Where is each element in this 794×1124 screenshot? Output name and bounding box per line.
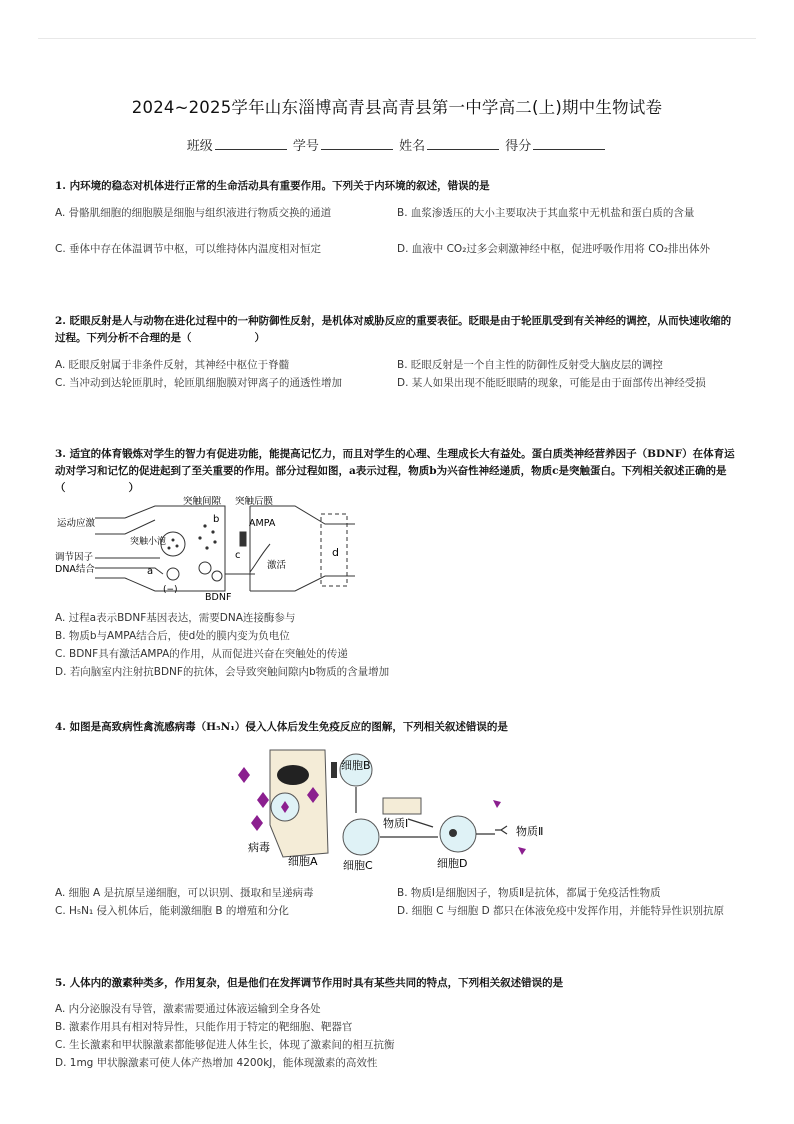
fig4-label-cell-d: 细胞D: [437, 857, 468, 870]
q5-option-c[interactable]: C. 生长激素和甲状腺激素都能够促进人体生长，体现了激素间的相互抗衡: [55, 1039, 395, 1051]
score-blank[interactable]: [533, 137, 605, 150]
q3-synapse-figure: [55, 496, 355, 606]
q4-option-d[interactable]: D. 细胞 C 与细胞 D 都只在体液免疫中发挥作用，并能特异性识别抗原: [397, 905, 725, 917]
fig3-label-c: c: [235, 550, 241, 561]
q3-option-a[interactable]: A. 过程a表示BDNF基因表达，需要DNA连接酶参与: [55, 612, 296, 624]
fig3-label-a: a: [147, 566, 154, 577]
q3-option-c[interactable]: C. BDNF具有激活AMPA的作用，从而促进兴奋在突触处的传递: [55, 648, 348, 660]
student-info-line: [0, 135, 794, 154]
fig4-label-virus: 病毒: [248, 841, 270, 854]
q4-immune-figure: [233, 745, 573, 873]
fig3-label-dna: DNA结合: [55, 564, 95, 575]
fig3-label-cleft: 突触间隙: [183, 496, 222, 507]
fig4-label-cell-c: 细胞C: [343, 859, 373, 872]
q1-option-c[interactable]: C. 垂体中存在体温调节中枢，可以维持体内温度相对恒定: [55, 243, 322, 255]
q4-option-a[interactable]: A. 细胞 A 是抗原呈递细胞，可以识别、摄取和呈递病毒: [55, 887, 314, 899]
q5-stem: 5. 人体内的激素种类多，作用复杂，但是他们在发挥调节作用时具有某些共同的特点，下列相关叙述错误的是: [55, 977, 564, 989]
q2-option-a[interactable]: A. 眨眼反射属于非条件反射，其神经中枢位于脊髓: [55, 359, 290, 371]
fig3-label-ampa: AMPA: [249, 518, 276, 529]
score-label: 得分: [505, 139, 532, 154]
fig3-label-vesicle: 突触小泡: [130, 537, 167, 547]
q3-option-b[interactable]: B. 物质b与AMPA结合后，使d处的膜内变为负电位: [55, 630, 290, 642]
fig4-label-cell-b: 细胞B: [341, 759, 371, 772]
fig3-label-d: d: [332, 546, 339, 559]
fig3-label-postsynaptic: 突触后膜: [235, 496, 274, 507]
q1-option-d[interactable]: D. 血液中 CO₂过多会刺激神经中枢，促进呼吸作用将 CO₂排出体外: [397, 243, 711, 255]
class-blank[interactable]: [215, 137, 287, 150]
id-blank[interactable]: [321, 137, 393, 150]
fig4-label-cell-a: 细胞A: [288, 855, 318, 868]
page-title: 2024~2025学年山东淄博高青县高青县第一中学高二(上)期中生物试卷: [131, 98, 663, 117]
q2-option-d[interactable]: D. 某人如果出现不能眨眼睛的现象，可能是由于面部传出神经受损: [397, 377, 706, 389]
top-rule: [38, 38, 756, 39]
class-label: 班级: [186, 139, 213, 154]
fig3-label-inhibit: (−): [163, 585, 178, 595]
q4-stem: 4. 如图是高致病性禽流感病毒（H₅N₁）侵入人体后发生免疫反应的图解，下列相关叙述错误的是: [55, 721, 508, 733]
id-label: 学号: [292, 139, 319, 154]
q1-option-b[interactable]: B. 血浆渗透压的大小主要取决于其血浆中无机盐和蛋白质的含量: [397, 207, 695, 219]
q1-option-a[interactable]: A. 骨骼肌细胞的细胞膜是细胞与组织液进行物质交换的通道: [55, 207, 332, 219]
q2-option-c[interactable]: C. 当冲动到达轮匝肌时，轮匝肌细胞膜对钾离子的通透性增加: [55, 377, 343, 389]
fig3-label-activate: 激活: [267, 560, 287, 571]
q3-option-d[interactable]: D. 若向脑室内注射抗BDNF的抗体，会导致突触间隙内b物质的含量增加: [55, 666, 390, 678]
q2-stem: 2. 眨眼反射是人与动物在进化过程中的一种防御性反射，是机体对威胁反应的重要表征。眨眼是由于轮匝肌受到有关神经的调控，从而快速收缩的过程。下列分析不合理的是（ ）: [55, 315, 732, 344]
q3-stem: 3. 适宜的体育锻炼对学生的智力有促进功能，能提高记忆力，而且对学生的心理、生理成长大有益处。蛋白质类神经营养因子（BDNF）在体育运动对学习和记忆的促进起到了至关重要的作用。部分过程如图，a表示过程，物质b为兴奋性神经递质，物质c是突触蛋白。下列相关叙述正确的是（ ）: [55, 448, 735, 494]
q5-option-a[interactable]: A. 内分泌腺没有导管，激素需要通过体液运输到全身各处: [55, 1003, 321, 1015]
fig4-label-substance-2: 物质Ⅱ: [516, 825, 544, 838]
q2-option-b[interactable]: B. 眨眼反射是一个自主性的防御性反射受大脑皮层的调控: [397, 359, 663, 371]
name-blank[interactable]: [427, 137, 499, 150]
fig3-label-b: b: [213, 514, 220, 525]
fig3-label-bdnf: BDNF: [205, 592, 232, 603]
q4-option-c[interactable]: C. H₅N₁ 侵入机体后，能刺激细胞 B 的增殖和分化: [55, 905, 289, 917]
fig4-label-substance-1: 物质Ⅰ: [383, 817, 409, 830]
q5-option-b[interactable]: B. 激素作用具有相对特异性，只能作用于特定的靶细胞、靶器官: [55, 1021, 353, 1033]
name-label: 姓名: [399, 139, 426, 154]
fig3-label-factor: 调节因子: [55, 552, 94, 563]
q5-option-d[interactable]: D. 1mg 甲状腺激素可使人体产热增加 4200kJ，能体现激素的高效性: [55, 1057, 378, 1069]
q4-option-b[interactable]: B. 物质Ⅰ是细胞因子，物质Ⅱ是抗体，都属于免疫活性物质: [397, 887, 661, 899]
fig3-label-exercise: 运动应激: [57, 518, 96, 529]
q1-stem: 1. 内环境的稳态对机体进行正常的生命活动具有重要作用。下列关于内环境的叙述，错误的是: [55, 180, 490, 192]
